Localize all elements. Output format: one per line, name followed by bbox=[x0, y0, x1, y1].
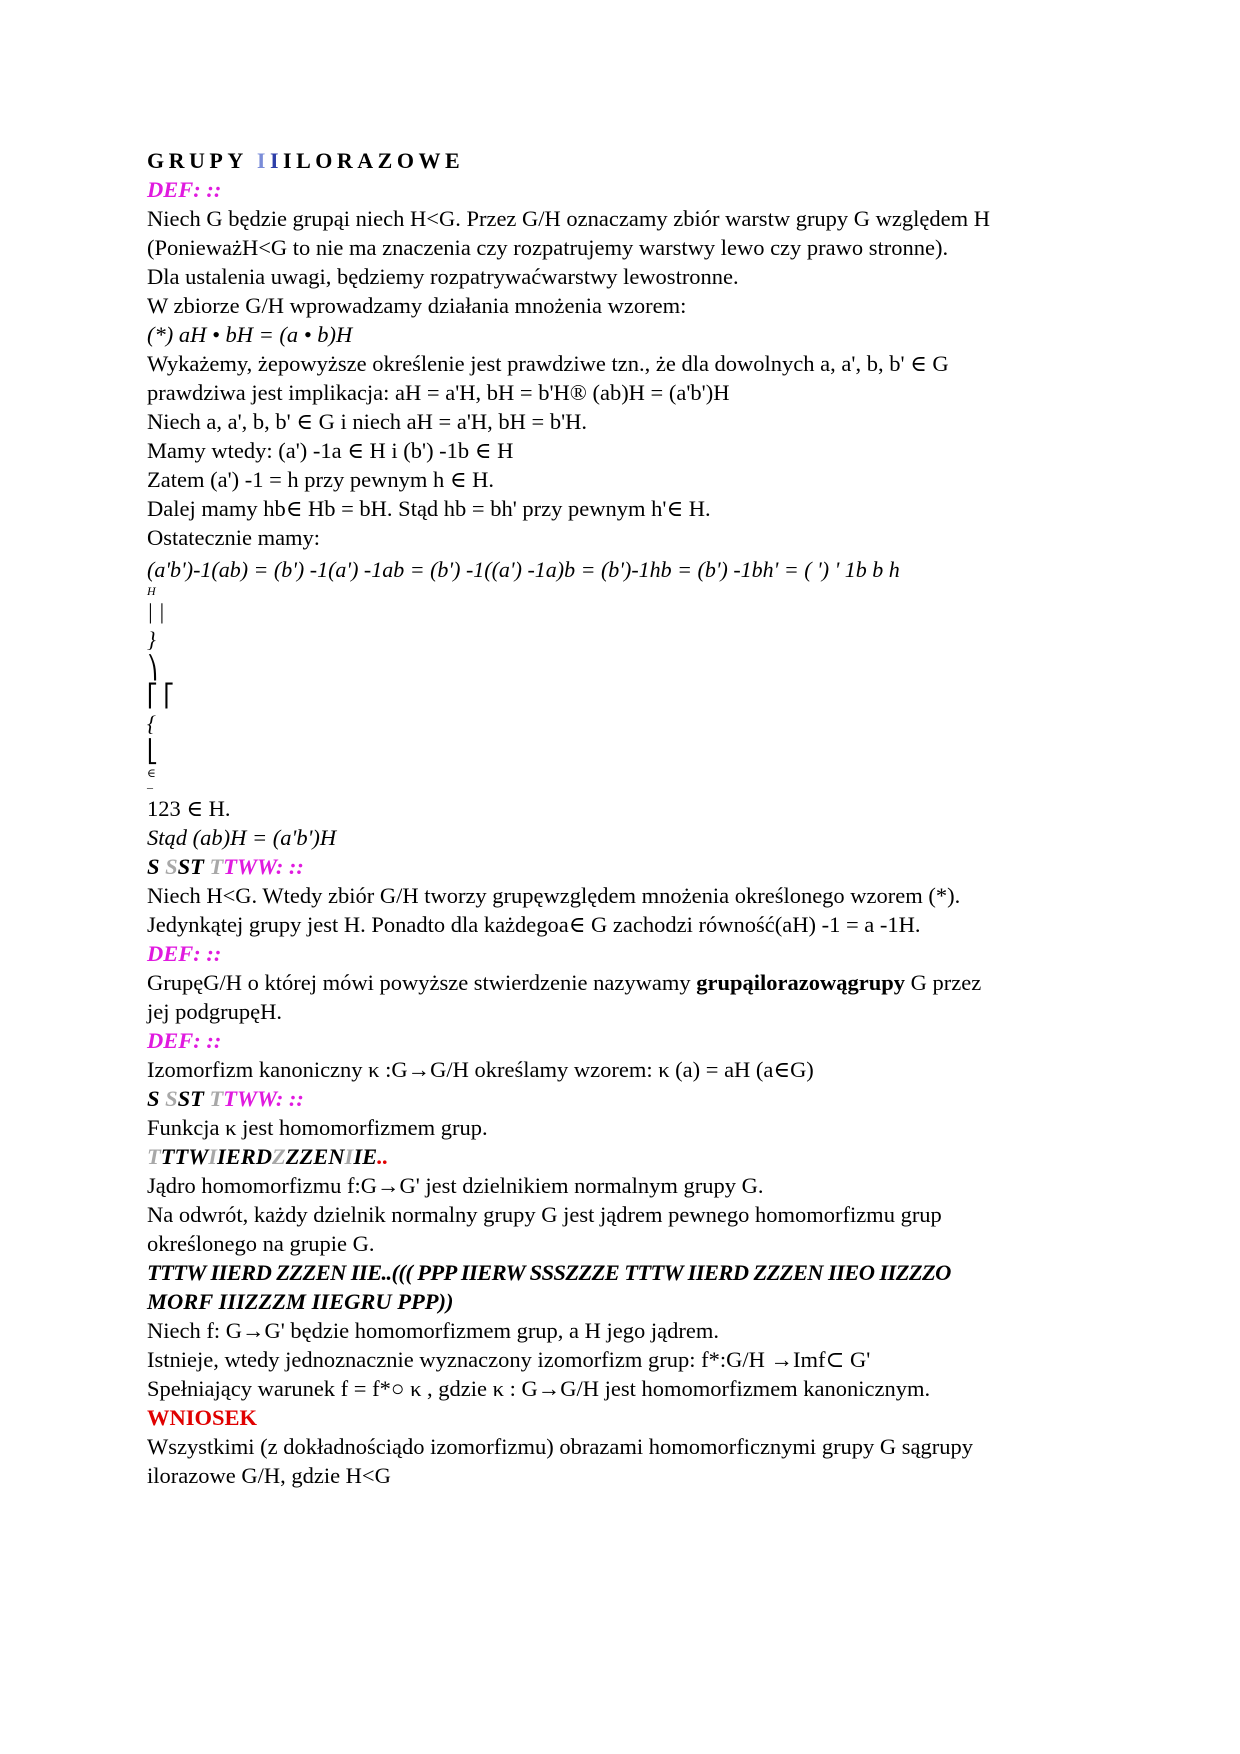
paragraph-line: Na odwrót, każdy dzielnik normalny grupy G jest jądrem pewnego homomorfizmu grup bbox=[147, 1202, 942, 1227]
document-page bbox=[147, 146, 1107, 1490]
equation-fragment: ⎡ ⎡ bbox=[147, 683, 175, 708]
equation-fragment: ⎞ bbox=[147, 655, 158, 680]
equation-main: (a'b')-1(ab) = (b') -1(a') -1ab = (b') -1((a') -1a)b = (b')-1hb = (b') -1bh' = ( ') ' 1b b h bbox=[147, 557, 900, 582]
paragraph-line: 123 ∈ H. bbox=[147, 796, 231, 821]
theorem-label: S SST TTWW: :: bbox=[147, 1086, 304, 1111]
paragraph-line: Dalej mamy hb∈ Hb = bH. Stąd hb = bh' przy pewnym h'∈ H. bbox=[147, 496, 711, 521]
paragraph-line: (PonieważH<G to nie ma znaczenia czy rozpatrujemy warstwy lewo czy prawo stronne). bbox=[147, 235, 949, 260]
paragraph-line: GrupęG/H o której mówi powyższe stwierdzenie nazywamy grupąilorazowągrupy G przez bbox=[147, 970, 982, 995]
paragraph-line: Dla ustalenia uwagi, będziemy rozpatrywaćwarstwy lewostronne. bbox=[147, 264, 739, 289]
equation-fragment: ∈ bbox=[147, 766, 156, 780]
paragraph-line: Jedynkątej grupy jest H. Ponadto dla każdegoa∈ G zachodzi równość(aH) -1 = a -1H. bbox=[147, 912, 921, 937]
formula-star: (*) aH • bH = (a • b)H bbox=[147, 322, 353, 347]
definition-label: DEF: :: bbox=[147, 941, 222, 966]
paragraph-line: jej podgrupęH. bbox=[147, 999, 282, 1024]
paragraph-line: Ostatecznie mamy: bbox=[147, 525, 321, 550]
paragraph-line: Istnieje, wtedy jednoznacznie wyznaczony izomorfizm grup: f*:G/H →Imf⊂ G' bbox=[147, 1347, 871, 1372]
theorem-label: S SST TTWW: :: bbox=[147, 854, 304, 879]
paragraph-line: Izomorfizm kanoniczny κ :G→G/H określamy wzorem: κ (a) = aH (a∈G) bbox=[147, 1057, 814, 1082]
paragraph-line: prawdziwa jest implikacja: aH = a'H, bH = b'H® (ab)H = (a'b')H bbox=[147, 380, 730, 405]
paragraph-line: Niech G będzie grupąi niech H<G. Przez G/H oznaczamy zbiór warstw grupy G względem H bbox=[147, 206, 991, 231]
equation-fragment: H bbox=[147, 584, 156, 598]
paragraph-line: Jądro homomorfizmu f:G→G' jest dzielnikiem normalnym grupy G. bbox=[147, 1173, 764, 1198]
equation-fragment: } bbox=[147, 627, 156, 652]
theorem-title-line: MORF IIIZZZM IIEGRU PPP)) bbox=[147, 1289, 454, 1314]
theorem-title-line: TTTW IIERD ZZZEN IIE..((( PPP IIERW SSSZZZE TTTW IIERD ZZZEN IIEO IIZZZO bbox=[147, 1260, 951, 1285]
paragraph-line: Spełniający warunek f = f*○ κ , gdzie κ : G→G/H jest homomorfizmem kanonicznym. bbox=[147, 1376, 931, 1401]
conclusion-label: WNIOSEK bbox=[147, 1405, 258, 1430]
paragraph-line: Niech a, a', b, b' ∈ G i niech aH = a'H, bH = b'H. bbox=[147, 409, 588, 434]
paragraph-line: Wszystkimi (z dokładnościądo izomorfizmu) obrazami homomorficznymi grupy G sągrupy bbox=[147, 1434, 974, 1459]
equation-fragment: { bbox=[147, 711, 156, 736]
equation-fragment: – bbox=[147, 780, 153, 794]
paragraph-line: Mamy wtedy: (a') -1a ∈ H i (b') -1b ∈ H bbox=[147, 438, 514, 463]
paragraph-line: Funkcja κ jest homomorfizmem grup. bbox=[147, 1115, 488, 1140]
paragraph-line: ilorazowe G/H, gdzie H<G bbox=[147, 1463, 391, 1488]
paragraph-line: Niech f: G→G' będzie homomorfizmem grup, a H jego jądrem. bbox=[147, 1318, 720, 1343]
page-title: GRUPY IIILORAZOWE bbox=[147, 148, 465, 173]
theorem-label: TTTWIIERDZZZENIIE.. bbox=[147, 1144, 389, 1169]
paragraph-line: W zbiorze G/H wprowadzamy działania mnożenia wzorem: bbox=[147, 293, 687, 318]
paragraph-line: określonego na grupie G. bbox=[147, 1231, 375, 1256]
definition-label: DEF: :: bbox=[147, 1028, 222, 1053]
paragraph-line: Stąd (ab)H = (a'b')H bbox=[147, 825, 337, 850]
equation-fragment: | | bbox=[147, 599, 165, 624]
paragraph-line: Wykażemy, żepowyższe określenie jest prawdziwe tzn., że dla dowolnych a, a', b, b' ∈ G bbox=[147, 351, 949, 376]
definition-label: DEF: :: bbox=[147, 177, 222, 202]
equation-fragment: ⎣ bbox=[147, 739, 158, 764]
paragraph-line: Zatem (a') -1 = h przy pewnym h ∈ H. bbox=[147, 467, 495, 492]
paragraph-line: Niech H<G. Wtedy zbiór G/H tworzy grupęwzględem mnożenia określonego wzorem (*). bbox=[147, 883, 961, 908]
